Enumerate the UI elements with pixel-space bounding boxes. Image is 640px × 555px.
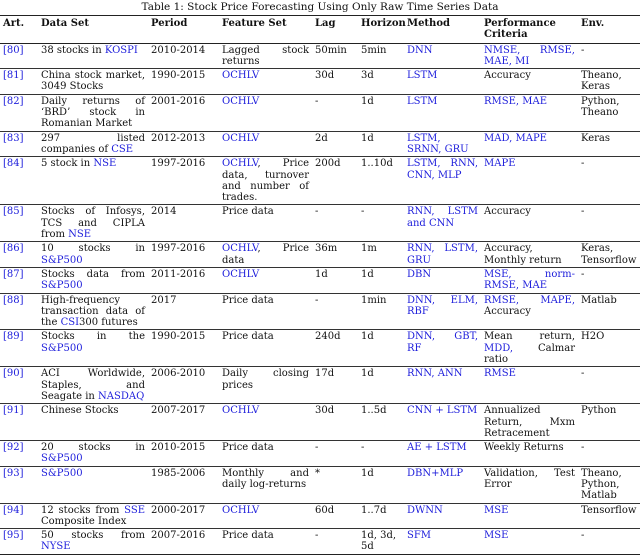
cell-period: 1990-2015	[148, 330, 219, 367]
method-segment[interactable]: LSTM, RNN, CNN, MLP	[407, 158, 478, 181]
table-row	[0, 293, 640, 330]
dataset-segment: Stocks data from	[41, 268, 145, 280]
cell-env: Keras, Tensorflow	[578, 242, 640, 268]
cell-feature	[219, 242, 312, 268]
perf-segment[interactable]: RMSE, MAPE,	[484, 294, 575, 306]
perf-segment: Validation, Test Error	[484, 467, 575, 490]
feature-segment: Price data	[222, 530, 274, 542]
cell-lag: 60d	[312, 503, 358, 529]
cell-env: -	[578, 529, 640, 555]
cell-period: 2010-2014	[148, 43, 219, 69]
cell-lag: 30d	[312, 404, 358, 441]
perf-segment: Annualized Return, Mxm Retracement	[484, 405, 575, 439]
cell-art[interactable]: [87]	[0, 267, 38, 293]
cell-performance	[481, 503, 578, 529]
method-segment[interactable]: LSTM	[407, 70, 438, 82]
stock-forecasting-table	[0, 15, 640, 555]
cell-art[interactable]: [93]	[0, 466, 38, 503]
cell-horizon: 1d	[358, 94, 404, 131]
cell-dataset	[38, 131, 148, 157]
method-segment[interactable]: DNN	[407, 44, 433, 56]
method-segment[interactable]: DNN, GBT, RF	[407, 331, 478, 354]
cell-period: 2010-2015	[148, 441, 219, 467]
cell-performance	[481, 94, 578, 131]
col-header-lag: Lag	[312, 16, 358, 44]
cell-feature	[219, 157, 312, 205]
table-row	[0, 441, 640, 467]
cell-env: Python, Theano	[578, 94, 640, 131]
cell-method	[404, 367, 481, 404]
perf-segment[interactable]: MSE, norm-RMSE, MAE	[484, 268, 575, 292]
cell-lag: -	[312, 205, 358, 242]
dataset-segment: Stocks in the	[41, 331, 145, 343]
dataset-segment: ACI Worldwide, Staples, and Seagate in	[41, 368, 145, 402]
table-row	[0, 69, 640, 95]
cell-lag: 36m	[312, 242, 358, 268]
cell-method	[404, 242, 481, 268]
dataset-segment[interactable]: S&P500	[41, 280, 83, 292]
cell-lag: 50min	[312, 43, 358, 69]
perf-segment: Weekly Returns	[484, 442, 564, 454]
table-row	[0, 503, 640, 529]
perf-segment: Accuracy	[484, 206, 531, 218]
dataset-segment: Daily returns of ‘BRD’ stock in Romanian Market	[41, 95, 145, 130]
cell-art[interactable]: [83]	[0, 131, 38, 157]
cell-art[interactable]: [91]	[0, 404, 38, 441]
table-row	[0, 466, 640, 503]
cell-period: 2011-2016	[148, 267, 219, 293]
method-segment[interactable]: AE + LSTM	[407, 442, 467, 454]
cell-feature	[219, 529, 312, 555]
feature-segment: Lagged stock returns	[222, 44, 309, 67]
cell-lag: 30d	[312, 69, 358, 95]
cell-horizon: 5min	[358, 43, 404, 69]
dataset-segment[interactable]: NSE	[93, 158, 117, 170]
cell-horizon: 1min	[358, 293, 404, 330]
cell-env: Tensorflow	[578, 503, 640, 529]
col-header-env: Env.	[578, 16, 640, 44]
cell-feature	[219, 441, 312, 467]
method-segment[interactable]: DBN+MLP	[407, 467, 464, 479]
method-segment[interactable]: DNN, ELM, RBF	[407, 294, 478, 317]
cell-horizon: 1..7d	[358, 503, 404, 529]
cell-lag: 240d	[312, 330, 358, 367]
dataset-segment: 5 stock in	[41, 158, 94, 170]
cell-horizon: 1d	[358, 131, 404, 157]
cell-env: Matlab	[578, 293, 640, 330]
feature-segment[interactable]: OCHLV	[222, 158, 258, 170]
perf-segment[interactable]: RMSE, MAE	[484, 95, 548, 107]
feature-segment: Price data	[222, 442, 274, 454]
perf-segment[interactable]: MAD, MAPE	[484, 132, 547, 144]
dataset-segment[interactable]: KOSPI	[104, 44, 138, 56]
dataset-segment: High-frequency transaction data of the	[41, 294, 145, 329]
table-row	[0, 43, 640, 69]
table-row	[0, 330, 640, 367]
feature-segment[interactable]: OCHLV	[222, 504, 260, 516]
cell-period: 1997-2016	[148, 242, 219, 268]
dataset-segment[interactable]: NYSE	[41, 541, 71, 553]
cell-lag: 17d	[312, 367, 358, 404]
perf-segment[interactable]: NMSE, RMSE, MAE, MI	[484, 44, 575, 67]
cell-feature	[219, 466, 312, 503]
cell-env: Keras	[578, 131, 640, 157]
cell-art[interactable]: [90]	[0, 367, 38, 404]
dataset-segment: 300 futures	[79, 317, 138, 329]
col-header-method: Method	[404, 16, 481, 44]
dataset-segment[interactable]: S&P500	[41, 467, 83, 479]
cell-art[interactable]: [81]	[0, 69, 38, 95]
col-header-period: Period	[148, 16, 219, 44]
cell-performance	[481, 441, 578, 467]
cell-env: -	[578, 441, 640, 467]
cell-art[interactable]: [80]	[0, 43, 38, 69]
cell-dataset	[38, 404, 148, 441]
cell-method	[404, 267, 481, 293]
cell-lag: 1d	[312, 267, 358, 293]
feature-segment[interactable]: OCHLV	[222, 132, 260, 144]
cell-method	[404, 157, 481, 205]
cell-dataset	[38, 466, 148, 503]
dataset-segment[interactable]: NSE	[68, 229, 92, 241]
dataset-segment: 38 stocks in	[41, 44, 105, 56]
cell-feature	[219, 367, 312, 404]
cell-horizon: 1d	[358, 466, 404, 503]
cell-feature	[219, 330, 312, 367]
cell-performance	[481, 157, 578, 205]
cell-dataset	[38, 157, 148, 205]
cell-horizon: 1m	[358, 242, 404, 268]
col-header-dataset: Data Set	[38, 16, 148, 44]
method-segment[interactable]: DBN	[407, 268, 432, 280]
cell-lag: -	[312, 441, 358, 467]
feature-segment[interactable]: OCHLV	[222, 268, 260, 280]
feature-segment: Price data	[222, 331, 274, 343]
cell-dataset	[38, 367, 148, 404]
feature-segment: Monthly and daily log-returns	[222, 467, 309, 490]
cell-period: 2012-2013	[148, 131, 219, 157]
cell-method	[404, 441, 481, 467]
col-header-feature: Feature Set	[219, 16, 312, 44]
cell-performance	[481, 69, 578, 95]
cell-period: 2001-2016	[148, 94, 219, 131]
cell-horizon: 1d	[358, 367, 404, 404]
feature-segment[interactable]: OCHLV	[222, 95, 260, 107]
cell-horizon: 1d	[358, 330, 404, 367]
cell-dataset	[38, 529, 148, 555]
table-row	[0, 267, 640, 293]
method-segment[interactable]: CNN + LSTM	[407, 405, 478, 417]
table-caption: Table 1: Stock Price Forecasting Using Only Raw Time Series Data	[141, 1, 499, 13]
cell-dataset	[38, 267, 148, 293]
table-row	[0, 157, 640, 205]
dataset-segment: China stock market, 3049 Stocks	[41, 70, 145, 93]
cell-env: -	[578, 43, 640, 69]
cell-method	[404, 69, 481, 95]
cell-art[interactable]: [85]	[0, 205, 38, 242]
dataset-segment: 12 stocks from	[41, 504, 125, 516]
cell-performance	[481, 242, 578, 268]
dataset-segment[interactable]: S&P500	[41, 453, 83, 465]
method-segment[interactable]: DWNN	[407, 504, 443, 516]
cell-performance	[481, 330, 578, 367]
perf-segment[interactable]: MDD,	[484, 342, 514, 354]
cell-feature	[219, 43, 312, 69]
cell-method	[404, 131, 481, 157]
cell-horizon: -	[358, 205, 404, 242]
cell-env: Python	[578, 404, 640, 441]
cell-dataset	[38, 43, 148, 69]
dataset-segment: Stocks of Infosys, TCS and CIPLA from	[41, 206, 145, 241]
feature-segment: , Price data	[222, 243, 309, 266]
cell-performance	[481, 293, 578, 330]
dataset-segment[interactable]: S&P500	[41, 254, 83, 266]
cell-env: -	[578, 267, 640, 293]
cell-dataset	[38, 205, 148, 242]
cell-method	[404, 466, 481, 503]
cell-method	[404, 330, 481, 367]
feature-segment[interactable]: OCHLV	[222, 405, 260, 417]
cell-period: 2006-2010	[148, 367, 219, 404]
cell-lag: -	[312, 293, 358, 330]
cell-horizon: 1..5d	[358, 404, 404, 441]
cell-period: 1997-2016	[148, 157, 219, 205]
dataset-segment: 50 stocks from	[41, 530, 145, 542]
cell-horizon: 3d	[358, 69, 404, 95]
cell-period: 1985-2006	[148, 466, 219, 503]
cell-dataset	[38, 94, 148, 131]
cell-performance	[481, 205, 578, 242]
cell-art[interactable]: [94]	[0, 503, 38, 529]
table-body	[0, 43, 640, 554]
cell-feature	[219, 94, 312, 131]
cell-env: -	[578, 157, 640, 205]
cell-performance	[481, 131, 578, 157]
cell-performance	[481, 466, 578, 503]
dataset-segment: Chinese Stocks	[41, 405, 119, 417]
cell-art[interactable]: [88]	[0, 293, 38, 330]
cell-horizon: -	[358, 441, 404, 467]
cell-lag: 2d	[312, 131, 358, 157]
cell-performance	[481, 529, 578, 555]
method-segment[interactable]: RNN, ANN	[407, 368, 463, 380]
cell-horizon: 1d	[358, 267, 404, 293]
dataset-segment[interactable]: NASDAQ	[98, 390, 145, 402]
perf-segment[interactable]: MAPE	[484, 158, 516, 170]
cell-performance	[481, 43, 578, 69]
cell-period: 2007-2017	[148, 404, 219, 441]
cell-performance	[481, 267, 578, 293]
cell-lag: 200d	[312, 157, 358, 205]
cell-period: 2017	[148, 293, 219, 330]
feature-segment: Daily closing prices	[222, 368, 309, 391]
cell-lag: -	[312, 529, 358, 555]
cell-dataset	[38, 503, 148, 529]
cell-env: Theano, Python, Matlab	[578, 466, 640, 503]
perf-segment: Calmar ratio	[484, 342, 575, 366]
method-segment[interactable]: LSTM	[407, 95, 438, 107]
cell-lag: -	[312, 94, 358, 131]
header-row	[0, 16, 640, 44]
col-header-art: Art.	[0, 16, 38, 44]
cell-env: H2O	[578, 330, 640, 367]
perf-segment[interactable]: RMSE	[484, 368, 516, 380]
cell-feature	[219, 293, 312, 330]
cell-performance	[481, 404, 578, 441]
cell-dataset	[38, 293, 148, 330]
perf-segment: Mean return,	[484, 331, 575, 343]
table-row	[0, 242, 640, 268]
feature-segment: Price data	[222, 294, 274, 306]
dataset-segment[interactable]: CSE	[111, 143, 134, 155]
feature-segment: Price data	[222, 206, 274, 218]
cell-feature	[219, 503, 312, 529]
cell-horizon: 1d, 3d, 5d	[358, 529, 404, 555]
dataset-segment: 297 listed companies of	[41, 132, 145, 155]
cell-period: 2007-2016	[148, 529, 219, 555]
cell-method	[404, 43, 481, 69]
cell-performance	[481, 367, 578, 404]
cell-method	[404, 404, 481, 441]
cell-period: 2014	[148, 205, 219, 242]
cell-method	[404, 205, 481, 242]
cell-dataset	[38, 441, 148, 467]
table-row	[0, 404, 640, 441]
cell-dataset	[38, 69, 148, 95]
table-row	[0, 205, 640, 242]
cell-feature	[219, 267, 312, 293]
perf-segment[interactable]: MSE	[484, 530, 509, 542]
feature-segment: , Price data, turnover and number of trades.	[222, 158, 309, 204]
feature-segment[interactable]: OCHLV	[222, 70, 260, 82]
cell-method	[404, 503, 481, 529]
dataset-segment[interactable]: CSI	[60, 317, 80, 329]
cell-method	[404, 529, 481, 555]
col-header-performance: Performance Criteria	[481, 16, 578, 44]
perf-segment[interactable]: MSE	[484, 504, 509, 516]
dataset-segment: 20 stocks in	[41, 442, 145, 454]
cell-art[interactable]: [95]	[0, 529, 38, 555]
method-segment[interactable]: RNN, LSTM and CNN	[407, 206, 478, 229]
cell-feature	[219, 69, 312, 95]
cell-method	[404, 94, 481, 131]
cell-art[interactable]: [89]	[0, 330, 38, 367]
table-row	[0, 367, 640, 404]
cell-method	[404, 293, 481, 330]
cell-dataset	[38, 242, 148, 268]
cell-art[interactable]: [92]	[0, 441, 38, 467]
dataset-segment[interactable]: S&P500	[41, 342, 83, 354]
cell-art[interactable]: [84]	[0, 157, 38, 205]
cell-art[interactable]: [86]	[0, 242, 38, 268]
feature-segment[interactable]: OCHLV	[222, 243, 258, 255]
dataset-segment: 10 stocks in	[41, 243, 145, 255]
cell-env: -	[578, 367, 640, 404]
table-row	[0, 529, 640, 555]
dataset-segment[interactable]: SSE	[124, 504, 145, 516]
cell-env: Theano, Keras	[578, 69, 640, 95]
cell-art[interactable]: [82]	[0, 94, 38, 131]
dataset-segment: Composite Index	[41, 515, 127, 527]
cell-period: 2000-2017	[148, 503, 219, 529]
table-row	[0, 131, 640, 157]
col-header-horizon: Horizon	[358, 16, 404, 44]
cell-dataset	[38, 330, 148, 367]
perf-segment: Accuracy	[484, 305, 531, 317]
cell-feature	[219, 131, 312, 157]
cell-env: -	[578, 205, 640, 242]
method-segment[interactable]: SFM	[407, 530, 432, 542]
perf-segment: Accuracy	[484, 70, 531, 82]
cell-feature	[219, 404, 312, 441]
cell-horizon: 1..10d	[358, 157, 404, 205]
cell-lag: *	[312, 466, 358, 503]
cell-period: 1990-2015	[148, 69, 219, 95]
perf-segment: Accuracy, Monthly return	[484, 243, 562, 266]
method-segment[interactable]: LSTM, SRNN, GRU	[407, 132, 469, 155]
table-row	[0, 94, 640, 131]
method-segment[interactable]: RNN, LSTM, GRU	[407, 243, 478, 266]
cell-feature	[219, 205, 312, 242]
